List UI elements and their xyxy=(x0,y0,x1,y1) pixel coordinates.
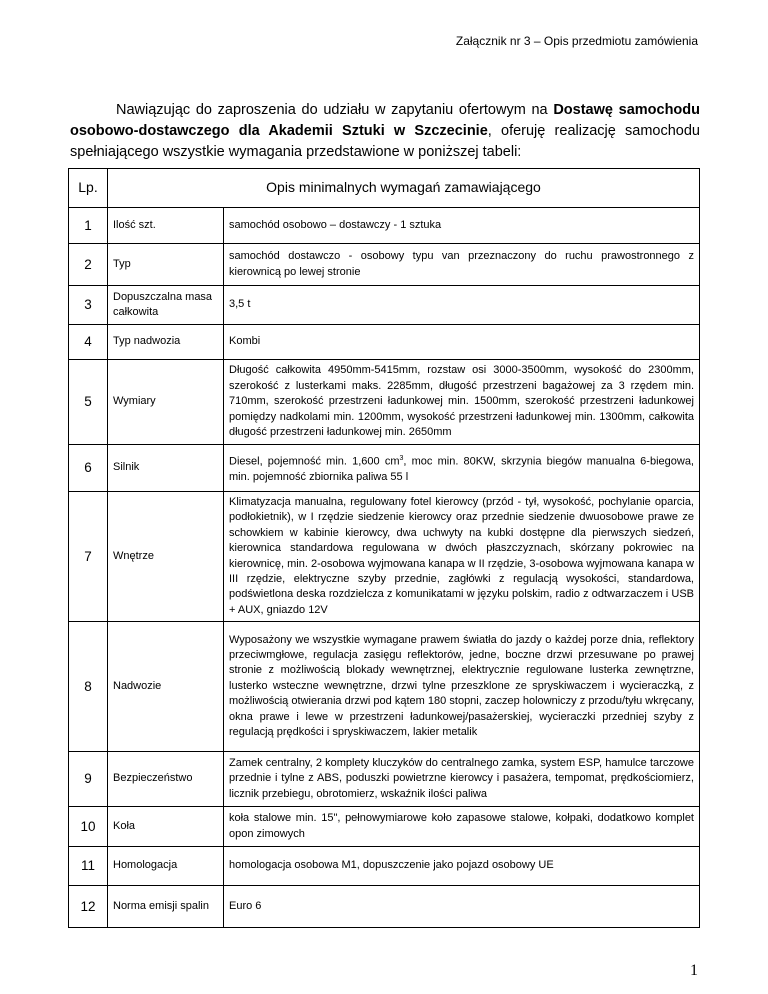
requirements-table xyxy=(68,168,700,928)
table-row xyxy=(69,325,700,360)
table-row xyxy=(69,286,700,325)
row-description: Zamek centralny, 2 komplety kluczyków do centralnego zamka, system ESP, hamulce tarczowe przednie i tylne z ABS, poduszki powietrzne kierowcy i pasażera, tempomat, prędkościomierz, licznik przebiegu, obrotomierz, wskaźnik ilości paliwa xyxy=(224,752,700,807)
table-row xyxy=(69,807,700,847)
row-description xyxy=(224,445,700,492)
table-row xyxy=(69,360,700,445)
row-description: koła stalowe min. 15", pełnowymiarowe koło zapasowe stalowe, kołpaki, dodatkowo komplet opon zimowych xyxy=(224,807,700,847)
row-number: 1 xyxy=(69,208,108,244)
row-number: 3 xyxy=(69,286,108,325)
table-row xyxy=(69,208,700,244)
column-header-lp: Lp. xyxy=(69,169,108,208)
row-description: samochód dostawczo - osobowy typu van przeznaczony do ruchu prawostronnego z kierownicą po lewej stronie xyxy=(224,244,700,286)
row-label: Bezpieczeństwo xyxy=(108,752,224,807)
row-label: Dopuszczalna masa całkowita xyxy=(108,286,224,325)
table-row xyxy=(69,244,700,286)
row-label: Silnik xyxy=(108,445,224,492)
row-number: 11 xyxy=(69,847,108,886)
row-number: 6 xyxy=(69,445,108,492)
row-number: 7 xyxy=(69,492,108,622)
table-row xyxy=(69,752,700,807)
row-description: Wyposażony we wszystkie wymagane prawem światła do jazdy o każdej porze dnia, reflektory przeciwmgłowe, regulacja zasięgu reflektorów, jedne, boczne drzwi przesuwane po prawej stronie z możliwością blokady wewnętrznej, elektrycznie regulowane lusterka zewnętrzne, lusterko wsteczne wewnętrzne, drzwi tylne przeszklone ze spryskiwaczem i wycieraczką, z możliwością otwierania drzwi pod kątem 180 stopni, zaczep holowniczy z przodu/tyłu wkręcany, okna prawe i lewe w przestrzeni ładunkowej/pasażerskiej, wycieraczki przedniej szyby z regulacją prędkości i spryskiwaczem, lakier metalik xyxy=(224,622,700,752)
intro-text-end: , oferuję realizację samochodu spełniającego wszystkie wymagania przedstawione w poniższej tabeli: xyxy=(70,123,700,160)
row-number: 12 xyxy=(69,886,108,928)
row-description: homologacja osobowa M1, dopuszczenie jako pojazd osobowy UE xyxy=(224,847,700,886)
page-number: 1 xyxy=(690,962,698,979)
row-number: 2 xyxy=(69,244,108,286)
row-number: 4 xyxy=(69,325,108,360)
row-label: Koła xyxy=(108,807,224,847)
table-row xyxy=(69,622,700,752)
engine-superscript: 3 xyxy=(399,454,404,462)
row-label: Ilość szt. xyxy=(108,208,224,244)
table-row xyxy=(69,886,700,928)
row-label: Wymiary xyxy=(108,360,224,445)
row-number: 5 xyxy=(69,360,108,445)
table-row xyxy=(69,445,700,492)
row-label: Typ nadwozia xyxy=(108,325,224,360)
table-row xyxy=(69,847,700,886)
row-description: Klimatyzacja manualna, regulowany fotel kierowcy (przód - tył, wysokość, pochylanie oparcia, podłokietnik), w I rzędzie siedzenie kierowcy oraz przednie siedzenie dwuosobowe prawe ze schowkiem w kabinie kierowcy, dwa uchwyty na kubki dostępne dla pierwszych siedzeń, kierownica standardowa regulowana w dwóch płaszczyznach, skórzany pokrowiec na kierownicę, min. 2-osobowa wyjmowana kanapa w II rzędzie, 3-osobowa wyjmowana kanapa w III rzędzie, elektryczne szyby przednie, zagłówki z regulacją wysokości, standardowa, podświetlona deska rozdzielcza z komunikatami w języku polskim, radio z odtwarzaczem i USB + AUX, gniazdo 12V xyxy=(224,492,700,622)
engine-text-start: Diesel, pojemność min. 1,600 cm xyxy=(229,455,400,468)
row-description: Długość całkowita 4950mm-5415mm, rozstaw osi 3000-3500mm, wysokość do 2300mm, szerokość z lusterkami maks. 2285mm, długość przestrzeni bagażowej za 3 rzędem min. 710mm, szerokość przestrzeni ładunkowej min. 1500mm, szerokość przestrzeni ładunkowej pomiędzy nadkolami min. 1200mm, wysokość przestrzeni ładunkowej min. 1300mm, całkowita długość przestrzeni ładunkowej min. 2650mm xyxy=(224,360,700,445)
intro-paragraph xyxy=(70,100,700,163)
engine-text-end: , moc min. 80KW, skrzynia biegów manualna 6-biegowa, min. pojemność zbiornika paliwa 55 l xyxy=(229,455,694,483)
column-header-description: Opis minimalnych wymagań zamawiającego xyxy=(108,169,700,208)
row-description: samochód osobowo – dostawczy - 1 sztuka xyxy=(224,208,700,244)
table-row xyxy=(69,492,700,622)
table-header-row xyxy=(69,169,700,208)
row-label: Homologacja xyxy=(108,847,224,886)
row-label: Nadwozie xyxy=(108,622,224,752)
intro-text-start: Nawiązując do zaproszenia do udziału w zapytaniu ofertowym na xyxy=(116,102,554,118)
row-description: Kombi xyxy=(224,325,700,360)
row-number: 10 xyxy=(69,807,108,847)
row-description: Euro 6 xyxy=(224,886,700,928)
page-header: Załącznik nr 3 – Opis przedmiotu zamówienia xyxy=(455,34,698,48)
row-number: 9 xyxy=(69,752,108,807)
row-label: Typ xyxy=(108,244,224,286)
row-description: 3,5 t xyxy=(224,286,700,325)
row-number: 8 xyxy=(69,622,108,752)
row-label: Norma emisji spalin xyxy=(108,886,224,928)
row-label: Wnętrze xyxy=(108,492,224,622)
intro-bold-subject: Dostawę samochodu osobowo-dostawczego dla Akademii Sztuki w Szczecinie xyxy=(70,102,701,139)
